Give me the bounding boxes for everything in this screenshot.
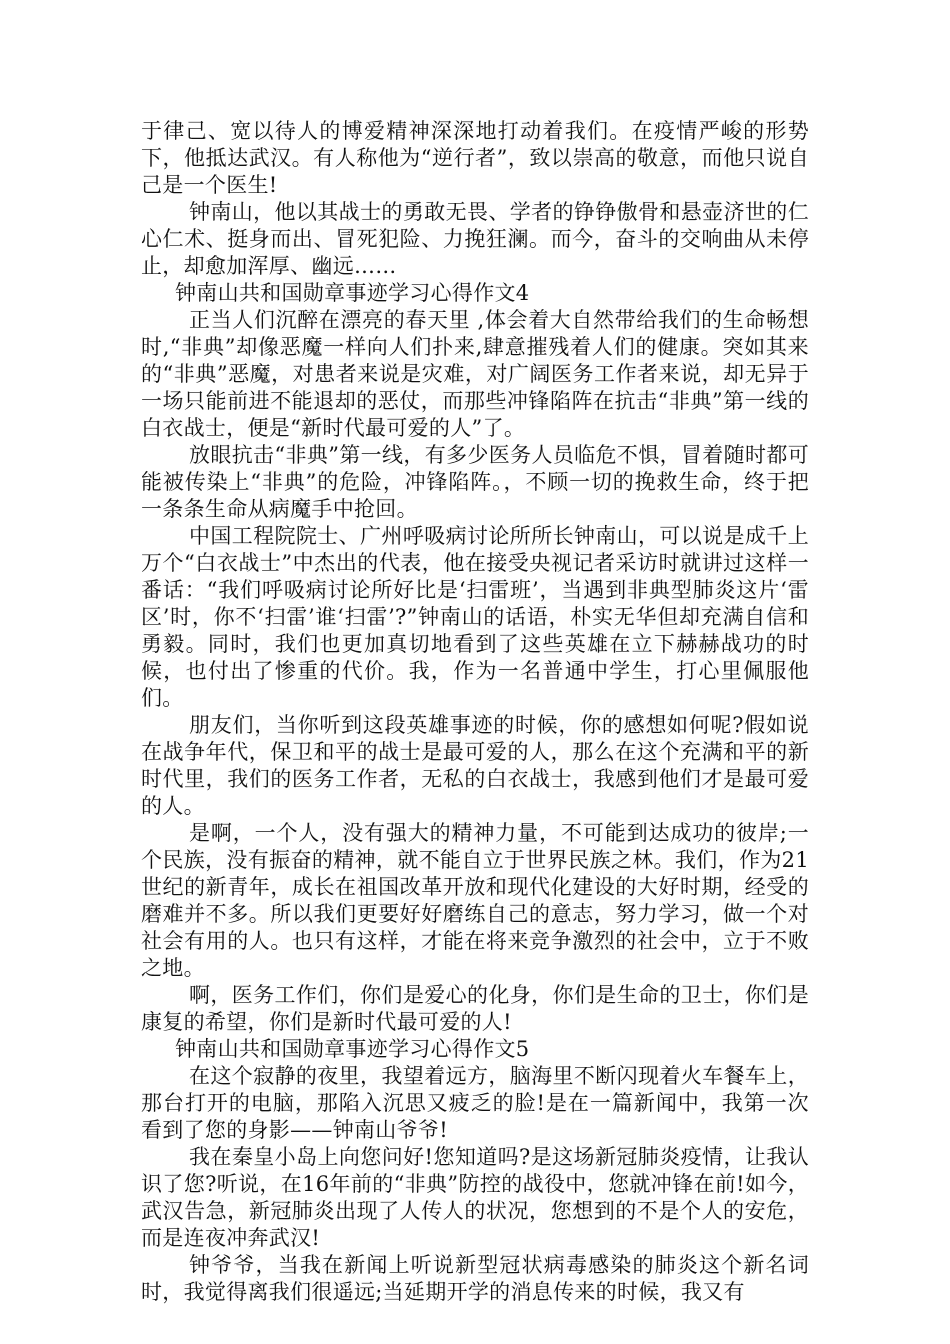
paragraph: 放眼抗击“非典”第一线，有多少医务人员临危不惧，冒着随时都可能被传染上“非典”的危险，冲锋陷阵。，不顾一切的挽救生命，终于把一条条生命从病魔手中抢回。: [141, 443, 809, 521]
paragraph: 钟南山，他以其战士的勇敢无畏、学者的铮铮傲骨和悬壶济世的仁心仁术、挺身而出、冒死犯险、力挽狂澜。而今，奋斗的交响曲从未停止，却愈加浑厚、幽远……: [141, 200, 809, 278]
paragraph: 在这个寂静的夜里，我望着远方，脑海里不断闪现着火车餐车上，那台打开的电脑，那陷入沉思又疲乏的脸!是在一篇新闻中，我第一次看到了您的身影——钟南山爷爷!: [141, 1064, 809, 1142]
document-body: [141, 118, 809, 1306]
paragraph: 朋友们，当你听到这段英雄事迹的时候，你的感想如何呢?假如说在战争年代，保卫和平的战士是最可爱的人，那么在这个充满和平的新时代里，我们的医务工作者，无私的白衣战士，我感到他们才是最可爱的人。: [141, 713, 809, 818]
paragraph: 是啊，一个人，没有强大的精神力量，不可能到达成功的彼岸;一个民族，没有振奋的精神，就不能自立于世界民族之林。我们，作为21世纪的新青年，成长在祖国改革开放和现代化建设的大好时期，经受的磨难并不多。所以我们更要好好磨练自己的意志，努力学习，做一个对社会有用的人。也只有这样，才能在将来竞争激烈的社会中，立于不败之地。: [141, 821, 809, 980]
paragraph: 中国工程院院士、广州呼吸病讨论所所长钟南山，可以说是成千上万个“白衣战士”中杰出的代表，他在接受央视记者采访时就讲过这样一番话：“我们呼吸病讨论所好比是‘扫雷班’，当遇到非典型肺炎这片‘雷区’时，你不‘扫雷’谁‘扫雷’?”钟南山的话语，朴实无华但却充满自信和勇毅。同时，我们也更加真切地看到了这些英雄在立下赫赫战功的时候，也付出了惨重的代价。我，作为一名普通中学生，打心里佩服他们。: [141, 524, 809, 710]
section-heading: 钟南山共和国勋章事迹学习心得作文4: [175, 281, 530, 305]
section-heading: 钟南山共和国勋章事迹学习心得作文5: [175, 1037, 530, 1061]
paragraph: 我在秦皇小岛上向您问好!您知道吗?是这场新冠肺炎疫情，让我认识了您?听说，在16年前的“非典”防控的战役中，您就冲锋在前!如今，武汉告急，新冠肺炎出现了人传人的状况，您想到的不是个人的安危，而是连夜冲奔武汉!: [141, 1145, 809, 1250]
paragraph-continuation: 于律己、宽以待人的博爱精神深深地打动着我们。在疫情严峻的形势下，他抵达武汉。有人称他为“逆行者”，致以崇高的敬意，而他只说自己是一个医生!: [141, 119, 809, 197]
paragraph: 钟爷爷，当我在新闻上听说新型冠状病毒感染的肺炎这个新名词时，我觉得离我们很遥远;当延期开学的消息传来的时候，我又有: [141, 1253, 809, 1304]
paragraph: 正当人们沉醉在漂亮的春天里 ,体会着大自然带给我们的生命畅想时,“非典”却像恶魔一样向人们扑来,肆意摧残着人们的健康。突如其来的“非典”恶魔，对患者来说是灾难，对广阔医务工作者来说，却无异于一场只能前进不能退却的恶仗，而那些冲锋陷阵在抗击“非典”第一线的白衣战士，便是“新时代最可爱的人”了。: [141, 308, 809, 440]
paragraph: 啊，医务工作们，你们是爱心的化身，你们是生命的卫士，你们是康复的希望，你们是新时代最可爱的人!: [141, 983, 809, 1034]
